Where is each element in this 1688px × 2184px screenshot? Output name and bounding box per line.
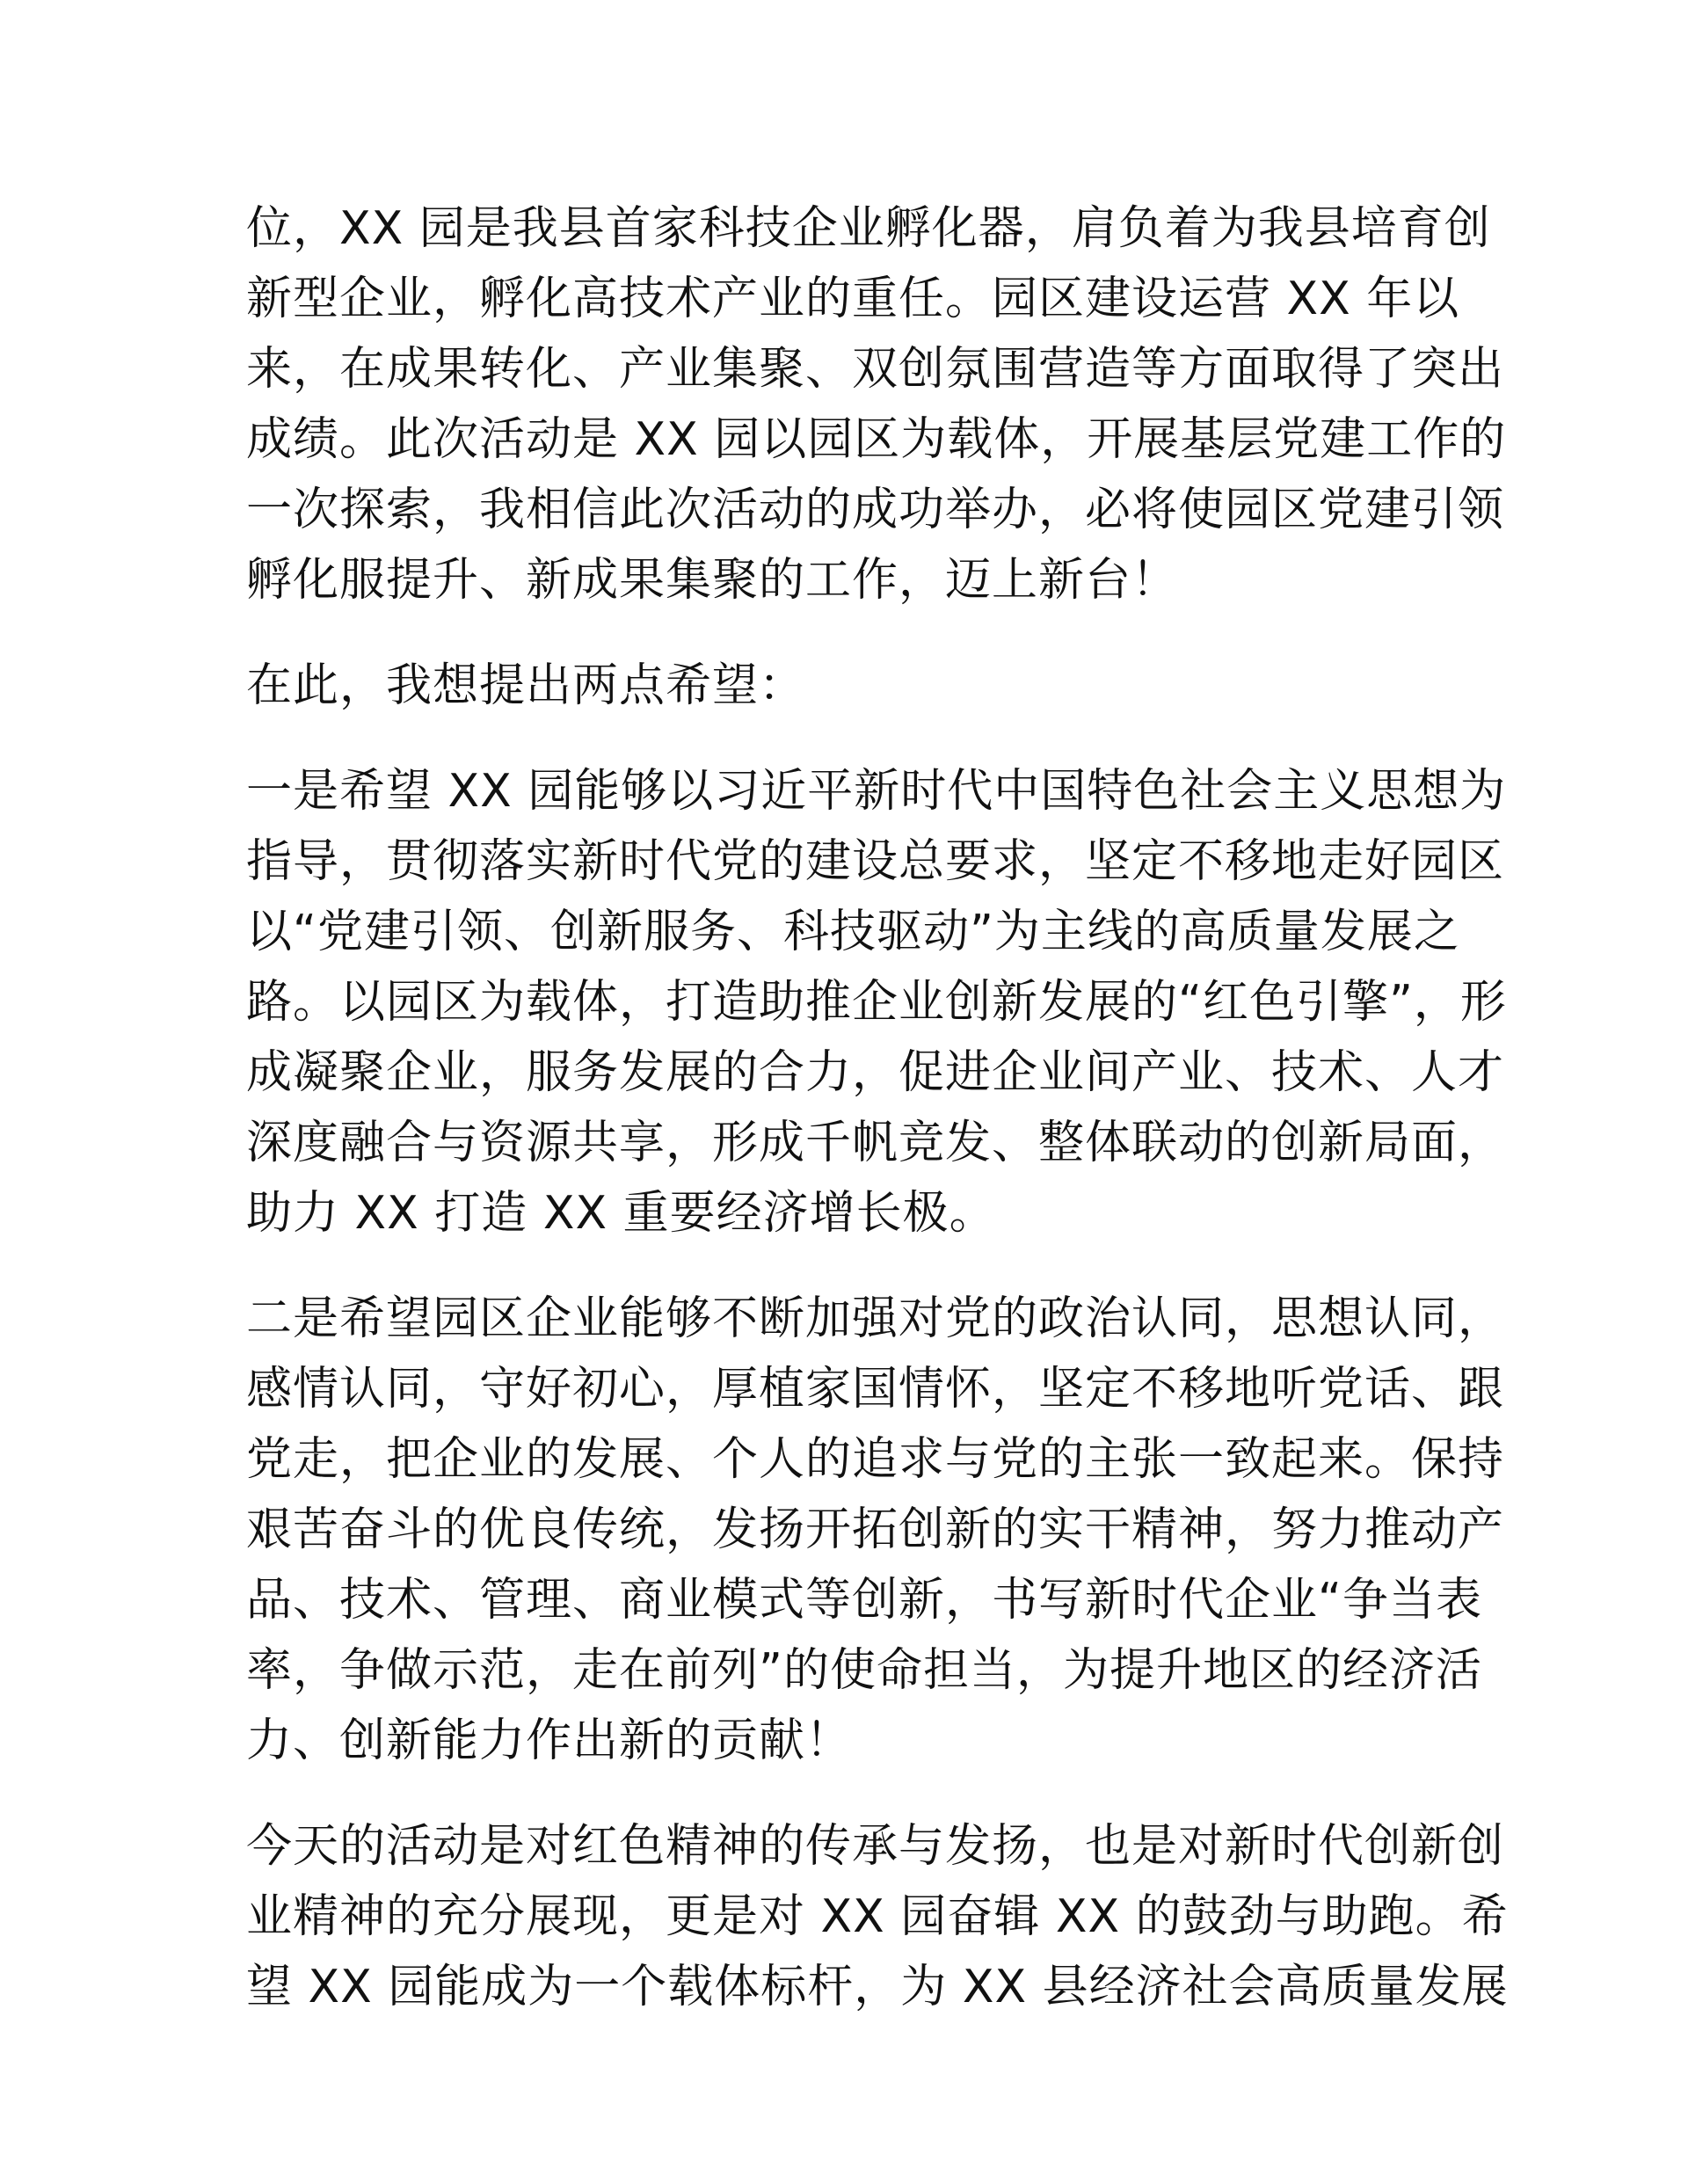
- text-line: 助力 XX 打造 XX 重要经济增长极。: [246, 1187, 996, 1240]
- text-line: 路。以园区为载体，打造助推企业创新发展的“红色引擎”，形: [246, 976, 1507, 1029]
- paragraph-intro: [246, 193, 1507, 615]
- text-line: 力、创新能力作出新的贡献！: [246, 1714, 853, 1767]
- text-line: 一次探索，我相信此次活动的成功举办，必将使园区党建引领: [246, 484, 1505, 536]
- text-line: 品、技术、管理、商业模式等创新，书写新时代企业“争当表: [246, 1574, 1482, 1627]
- text-line: 党走，把企业的发展、个人的追求与党的主张一致起来。保持: [246, 1433, 1505, 1486]
- text-line: 成绩。此次活动是 XX 园以园区为载体，开展基层党建工作的: [246, 413, 1507, 466]
- paragraph-hope-one: [246, 756, 1507, 1249]
- paragraph-hope-two: [246, 1284, 1505, 1776]
- text-line: 望 XX 园能成为一个载体标杆，为 XX 县经济社会高质量发展: [246, 1961, 1509, 2013]
- paragraph-closing: [246, 1811, 1509, 2022]
- text-line: 孵化服提升、新成果集聚的工作，迈上新台！: [246, 554, 1179, 607]
- text-line: 新型企业，孵化高技术产业的重任。园区建设运营 XX 年以: [246, 273, 1460, 325]
- text-line: 率，争做示范，走在前列”的使命担当，为提升地区的经济活: [246, 1644, 1482, 1697]
- text-line: 一是希望 XX 园能够以习近平新时代中国特色社会主义思想为: [246, 765, 1507, 818]
- text-line: 感情认同，守好初心，厚植家国情怀，坚定不移地听党话、跟: [246, 1363, 1505, 1416]
- text-line: 以“党建引领、创新服务、科技驱动”为主线的高质量发展之: [246, 906, 1460, 958]
- text-line: 来，在成果转化、产业集聚、双创氛围营造等方面取得了突出: [246, 343, 1505, 396]
- paragraph-hopes-heading: [246, 651, 1442, 721]
- text-line: 今天的活动是对红色精神的传承与发扬，也是对新时代创新创: [246, 1820, 1505, 1873]
- text-line: 业精神的充分展现，更是对 XX 园奋辑 XX 的鼓劲与助跑。希: [246, 1890, 1509, 1943]
- text-line: 深度融合与资源共享，形成千帆竞发、整体联动的创新局面，: [246, 1117, 1505, 1169]
- text-line: 位，XX 园是我县首家科技企业孵化器，肩负着为我县培育创: [246, 202, 1491, 255]
- text-line: 在此，我想提出两点希望：: [246, 659, 806, 712]
- document-body: [246, 193, 1509, 2022]
- text-line: 二是希望园区企业能够不断加强对党的政治认同，思想认同，: [246, 1292, 1505, 1345]
- text-line: 成凝聚企业，服务发展的合力，促进企业间产业、技术、人才: [246, 1046, 1505, 1099]
- text-line: 指导，贯彻落实新时代党的建设总要求，坚定不移地走好园区: [246, 835, 1505, 888]
- text-line: 艰苦奋斗的优良传统，发扬开拓创新的实干精神，努力推动产: [246, 1503, 1505, 1556]
